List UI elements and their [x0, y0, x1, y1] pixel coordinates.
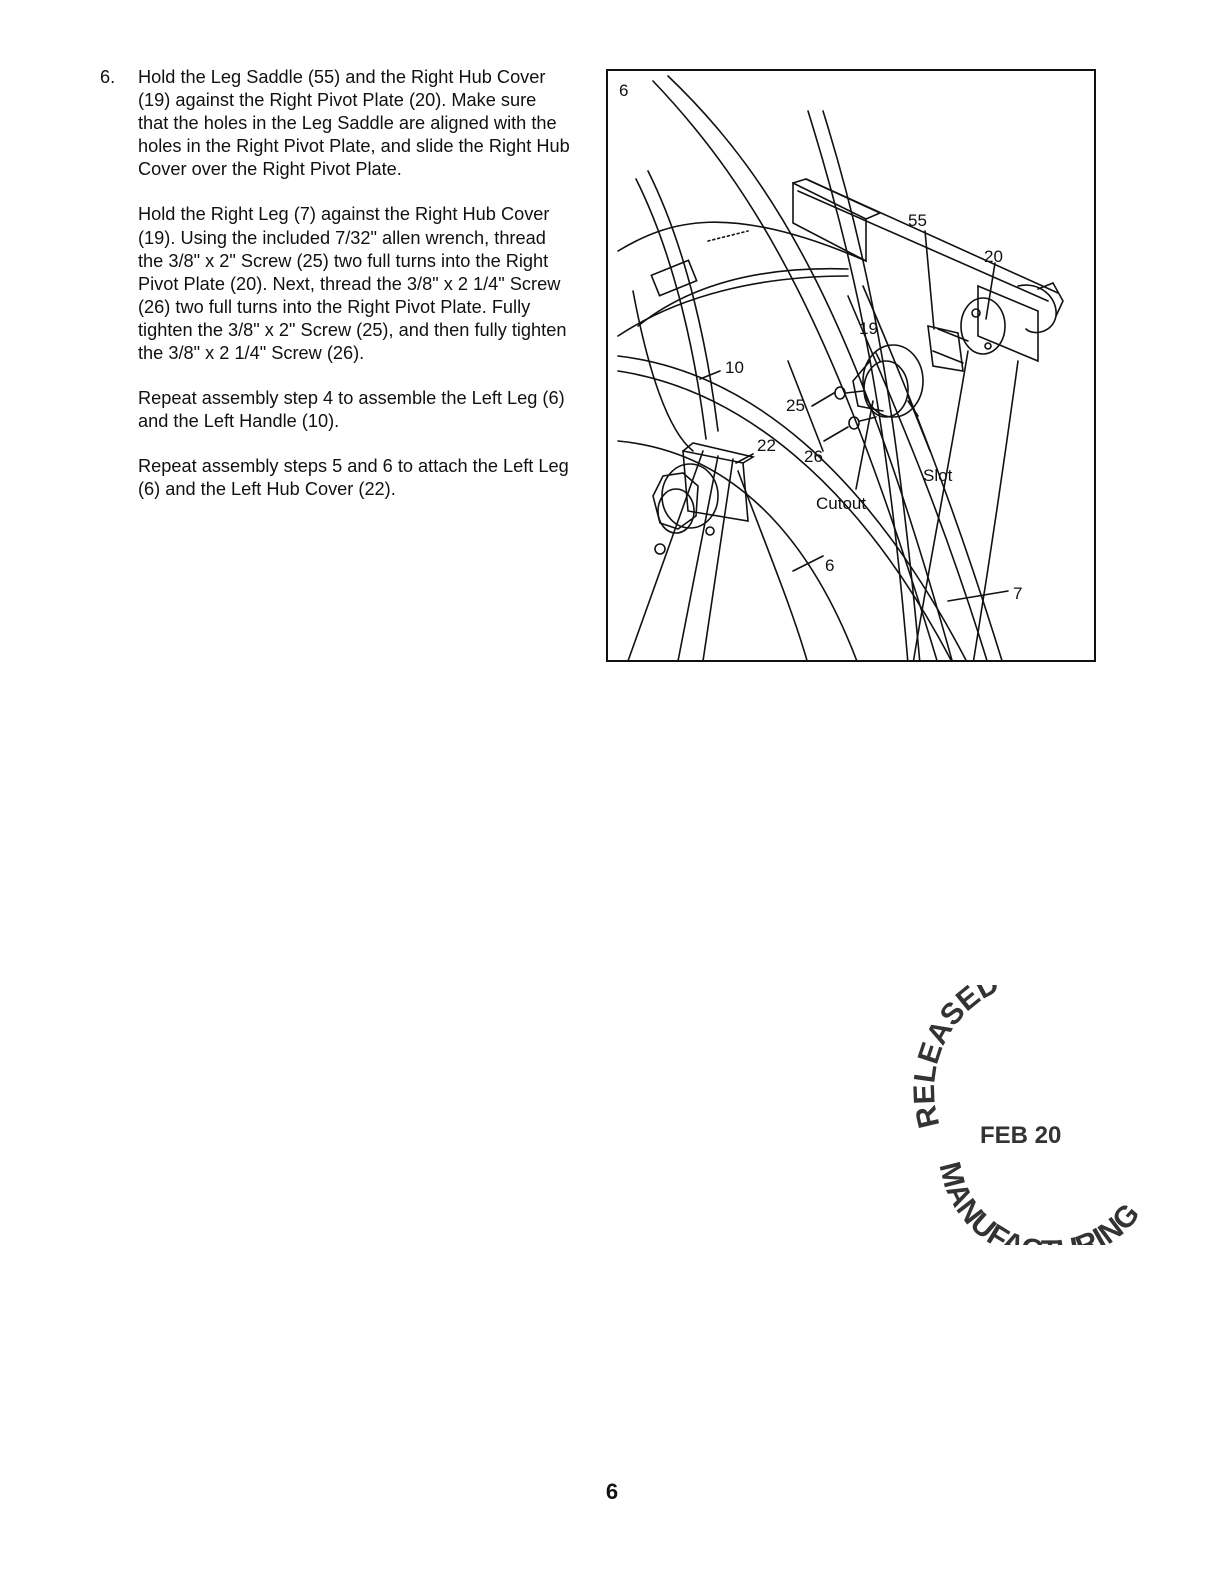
- step-instructions: [100, 66, 570, 524]
- callout-10: 10: [725, 358, 744, 377]
- assembly-step: [100, 66, 570, 502]
- assembly-drawing: [608, 71, 1096, 662]
- stamp-bottom-arc: MANUFA RING: [932, 1158, 1147, 1245]
- callout-slot: Slot: [923, 466, 953, 485]
- page-number: 6: [605, 1479, 619, 1504]
- callout-55: 55: [908, 211, 927, 230]
- step-paragraph-4: Repeat assembly steps 5 and 6 to attach the Left Leg (6) and the Left Hub Cover (22).: [138, 456, 569, 500]
- callout-26: 26: [804, 447, 823, 466]
- released-to-manufacturing-stamp: [910, 985, 1170, 1245]
- step-paragraph-1: Hold the Leg Saddle (55) and the Right Hub Cover (19) against the Right Pivot Plate (20). Make sure that the holes in the Leg Saddle are aligned with the holes in the Right Pivot Plate, and slide the Right Hub Cover over the Right Pivot Plate.: [138, 67, 570, 180]
- callout-7: 7: [1013, 584, 1023, 603]
- callout-20: 20: [984, 247, 1003, 266]
- step-number: 6.: [100, 67, 116, 87]
- stamp-top-arc: RELEASED: [910, 985, 1005, 1132]
- callout-19: 19: [859, 319, 878, 338]
- callout-6: 6: [825, 556, 835, 575]
- step-paragraph-2: Hold the Right Leg (7) against the Right Hub Cover (19). Using the included 7/32" allen wrench, thread the 3/8" x 2" Screw (25) two full turns into the Right Pivot Plate (20). Next, thread the 3/8" x 2 1/4" Screw (26) two full turns into the Right Pivot Plate. Fully tighten the 3/8" x 2" Screw (25), and then fully tighten the 3/8" x 2 1/4" Screw (26).: [138, 204, 567, 364]
- stamp-date: FEB 20: [980, 1122, 1062, 1149]
- callout-22: 22: [757, 436, 776, 455]
- step-paragraph-3: Repeat assembly step 4 to assemble the Left Leg (6) and the Left Handle (10).: [138, 388, 565, 432]
- figure-number-label: 6: [619, 81, 629, 100]
- assembly-figure: [606, 69, 1096, 662]
- callout-cutout: Cutout: [816, 494, 867, 513]
- callout-25: 25: [786, 396, 805, 415]
